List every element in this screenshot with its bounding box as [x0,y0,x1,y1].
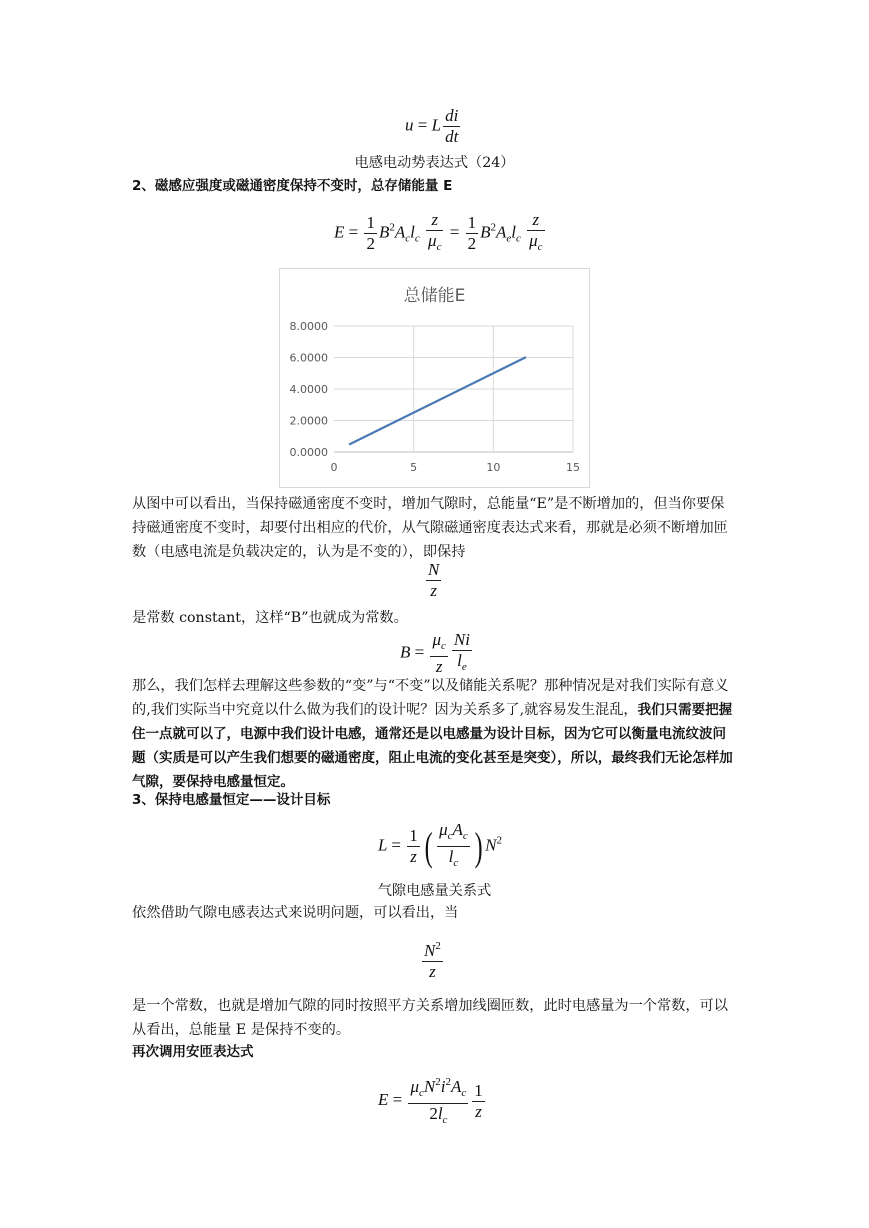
formula-symbol: z [410,847,417,866]
caption-inductor-emf: 电感电动势表达式（24） [354,155,515,171]
formula-symbol: e [506,232,512,245]
paragraph-emphasis: 我们只需要把握住一点就可以了，电源中我们设计电感，通常还是以电感量为设计目标，因为它可以衡量电流纹波问题（实质是可以产生我们想要的磁通密度，阻止电流的变化甚至是突变），所以，最终我们无论怎样加气隙，要保持电感量恒定。 [132,702,733,790]
formula-symbol: z [430,581,437,600]
formula-symbol: μ [432,630,442,649]
fraction [527,210,544,257]
formula-symbol: c [462,830,468,842]
formula-symbol: μ [439,820,448,839]
formula-symbol: Ni [453,630,470,649]
formula-symbol: 1 [474,1080,483,1100]
formula-symbol: z [475,1101,482,1121]
paragraph-constant-energy: 是一个常数，也就是增加气隙的同时按照平方关系增加线圈匝数，此时电感量为一个常数，可以从看出，总能量 E 是保持不变的。 [132,998,728,1038]
formula-total-energy [334,210,547,257]
fraction [452,630,472,677]
fraction [437,820,470,873]
formula-symbol: c [436,241,442,253]
section-heading-4: 再次调用安匝表达式 [132,1044,254,1060]
formula-symbol: = [392,1089,403,1109]
formula-symbol: e [461,661,467,673]
formula-symbol: z [435,657,443,676]
formula-symbol: c [414,232,420,245]
formula-symbol: A [452,820,463,839]
formula-symbol: l [437,1104,443,1123]
formula-gap-inductance: L = $\frac{1}{z}$ ( $\frac{\mu_cA_c}{l_c}$ ) $N^2$ [378,820,502,873]
x-tick-label: 15 [566,461,580,474]
formula-ampere-turns [378,1072,487,1130]
formula-symbol: 1 [467,213,477,232]
formula-symbol: c [537,241,543,253]
formula-symbol: c [419,1087,424,1099]
formula-symbol: N [424,941,436,960]
formula-symbol: c [405,232,411,245]
formula-symbol: l [448,847,454,866]
formula-symbol: z [429,962,436,981]
formula-symbol: B [378,222,390,242]
formula-inductor-emf [405,106,462,147]
formula-symbol: 2 [389,221,395,234]
formula-symbol: 2 [435,1076,441,1088]
formula-turns-squared [420,936,445,982]
formula-symbol: 1 [409,826,418,845]
formula-symbol: 2 [429,1104,438,1123]
formula-symbol: A [451,1077,462,1096]
fraction [407,826,420,867]
formula-symbol: B [400,642,411,662]
paragraph-discussion [132,674,738,794]
formula-symbol: B [480,222,491,242]
formula-symbol: A [495,222,507,242]
section-heading-2: 2、磁感应强度或磁通密度保持不变时，总存储能量 E [132,178,453,194]
formula-flux-density [400,630,474,677]
formula-symbol: l [511,222,516,242]
formula-symbol: c [453,857,459,869]
x-tick-label: 5 [410,461,418,474]
formula-symbol: N [423,1077,436,1096]
y-tick-label: 8.0000 [289,320,328,333]
formula-symbol: 2 [366,234,375,253]
fraction [443,106,460,147]
energy-chart [279,268,590,488]
fraction [430,630,447,677]
formula-symbol: l [410,222,415,242]
y-tick-label: 6.0000 [289,351,328,365]
formula-symbol: i [440,1077,446,1096]
formula-symbol: 2 [445,1076,451,1088]
fraction [472,1081,485,1122]
formula-symbol: l [457,651,462,670]
y-tick-label: 4.0000 [289,383,328,396]
section-heading-3: 3、保持电感量恒定——设计目标 [132,792,331,808]
formula-turns-per-gap [424,560,443,601]
y-tick-label: 0.0000 [289,446,328,459]
fraction [408,1072,468,1130]
paragraph-analysis: 从图中可以看出，当保持磁通密度不变时，增加气隙时，总能量“E”是不断增加的，但当你要保持磁通密度不变时，却要付出相应的代价，从气隙磁通密度表达式来看，那就是必须不断增加匝数（电感电流是负载决定的，认为是不变的），即保持 [132,496,728,560]
formula-symbol: μ [428,231,437,250]
formula-symbol: = [417,115,428,135]
formula-symbol: c [442,1114,448,1126]
paragraph-constant: 是常数 constant，这样“B”也就成为常数。 [132,610,408,626]
formula-symbol: dt [445,127,459,146]
chart-title: 总储能E [403,286,466,306]
formula-symbol: = [348,222,359,242]
formula-symbol: c [515,232,521,245]
formula-symbol: μ [529,231,538,250]
formula-symbol: z [426,210,443,231]
formula-symbol: E [334,222,345,242]
formula-symbol: N [428,560,440,579]
formula-symbol: L [431,115,442,135]
formula-symbol: 1 [366,213,375,232]
formula-symbol: 2 [467,234,477,253]
fraction [426,560,441,601]
formula-symbol: u [405,115,414,135]
fraction [466,213,479,254]
y-tick-label: 2.0000 [289,414,328,428]
fraction [422,936,443,982]
paragraph-gap-explain: 依然借助气隙电感表达式来说明问题，可以看出，当 [132,905,459,921]
formula-symbol: μ [410,1077,420,1096]
fraction [426,210,443,257]
formula-symbol: A [394,222,406,242]
formula-symbol: = [414,642,425,662]
formula-symbol: c [461,1087,467,1099]
caption-gap-inductance: 气隙电感量关系式 [377,883,492,899]
formula-symbol: L [378,835,388,855]
series-line [350,358,525,445]
x-tick-label: 10 [486,461,501,474]
formula-symbol: = [449,222,460,242]
fraction [364,213,377,254]
formula-symbol: E [378,1089,389,1109]
formula-symbol: 2 [490,221,496,234]
x-tick-label: 0 [330,461,338,474]
formula-symbol: 2 [435,940,441,952]
formula-symbol: N [485,835,497,855]
chart-plot [280,269,589,487]
formula-symbol: di [445,106,459,125]
formula-symbol: = [391,835,401,855]
formula-symbol: z [527,210,544,231]
formula-symbol: c [447,830,453,842]
paragraph-text: 那么，我们怎样去理解这些参数的“变”与“不变”以及储能关系呢？那种情况是对我们实际有意义的,我们实际当中究竟以什么做为我们的设计呢？因为关系多了,就容易发生混乱， [132,678,729,718]
formula-symbol: 2 [496,834,502,847]
formula-symbol: c [441,640,446,652]
